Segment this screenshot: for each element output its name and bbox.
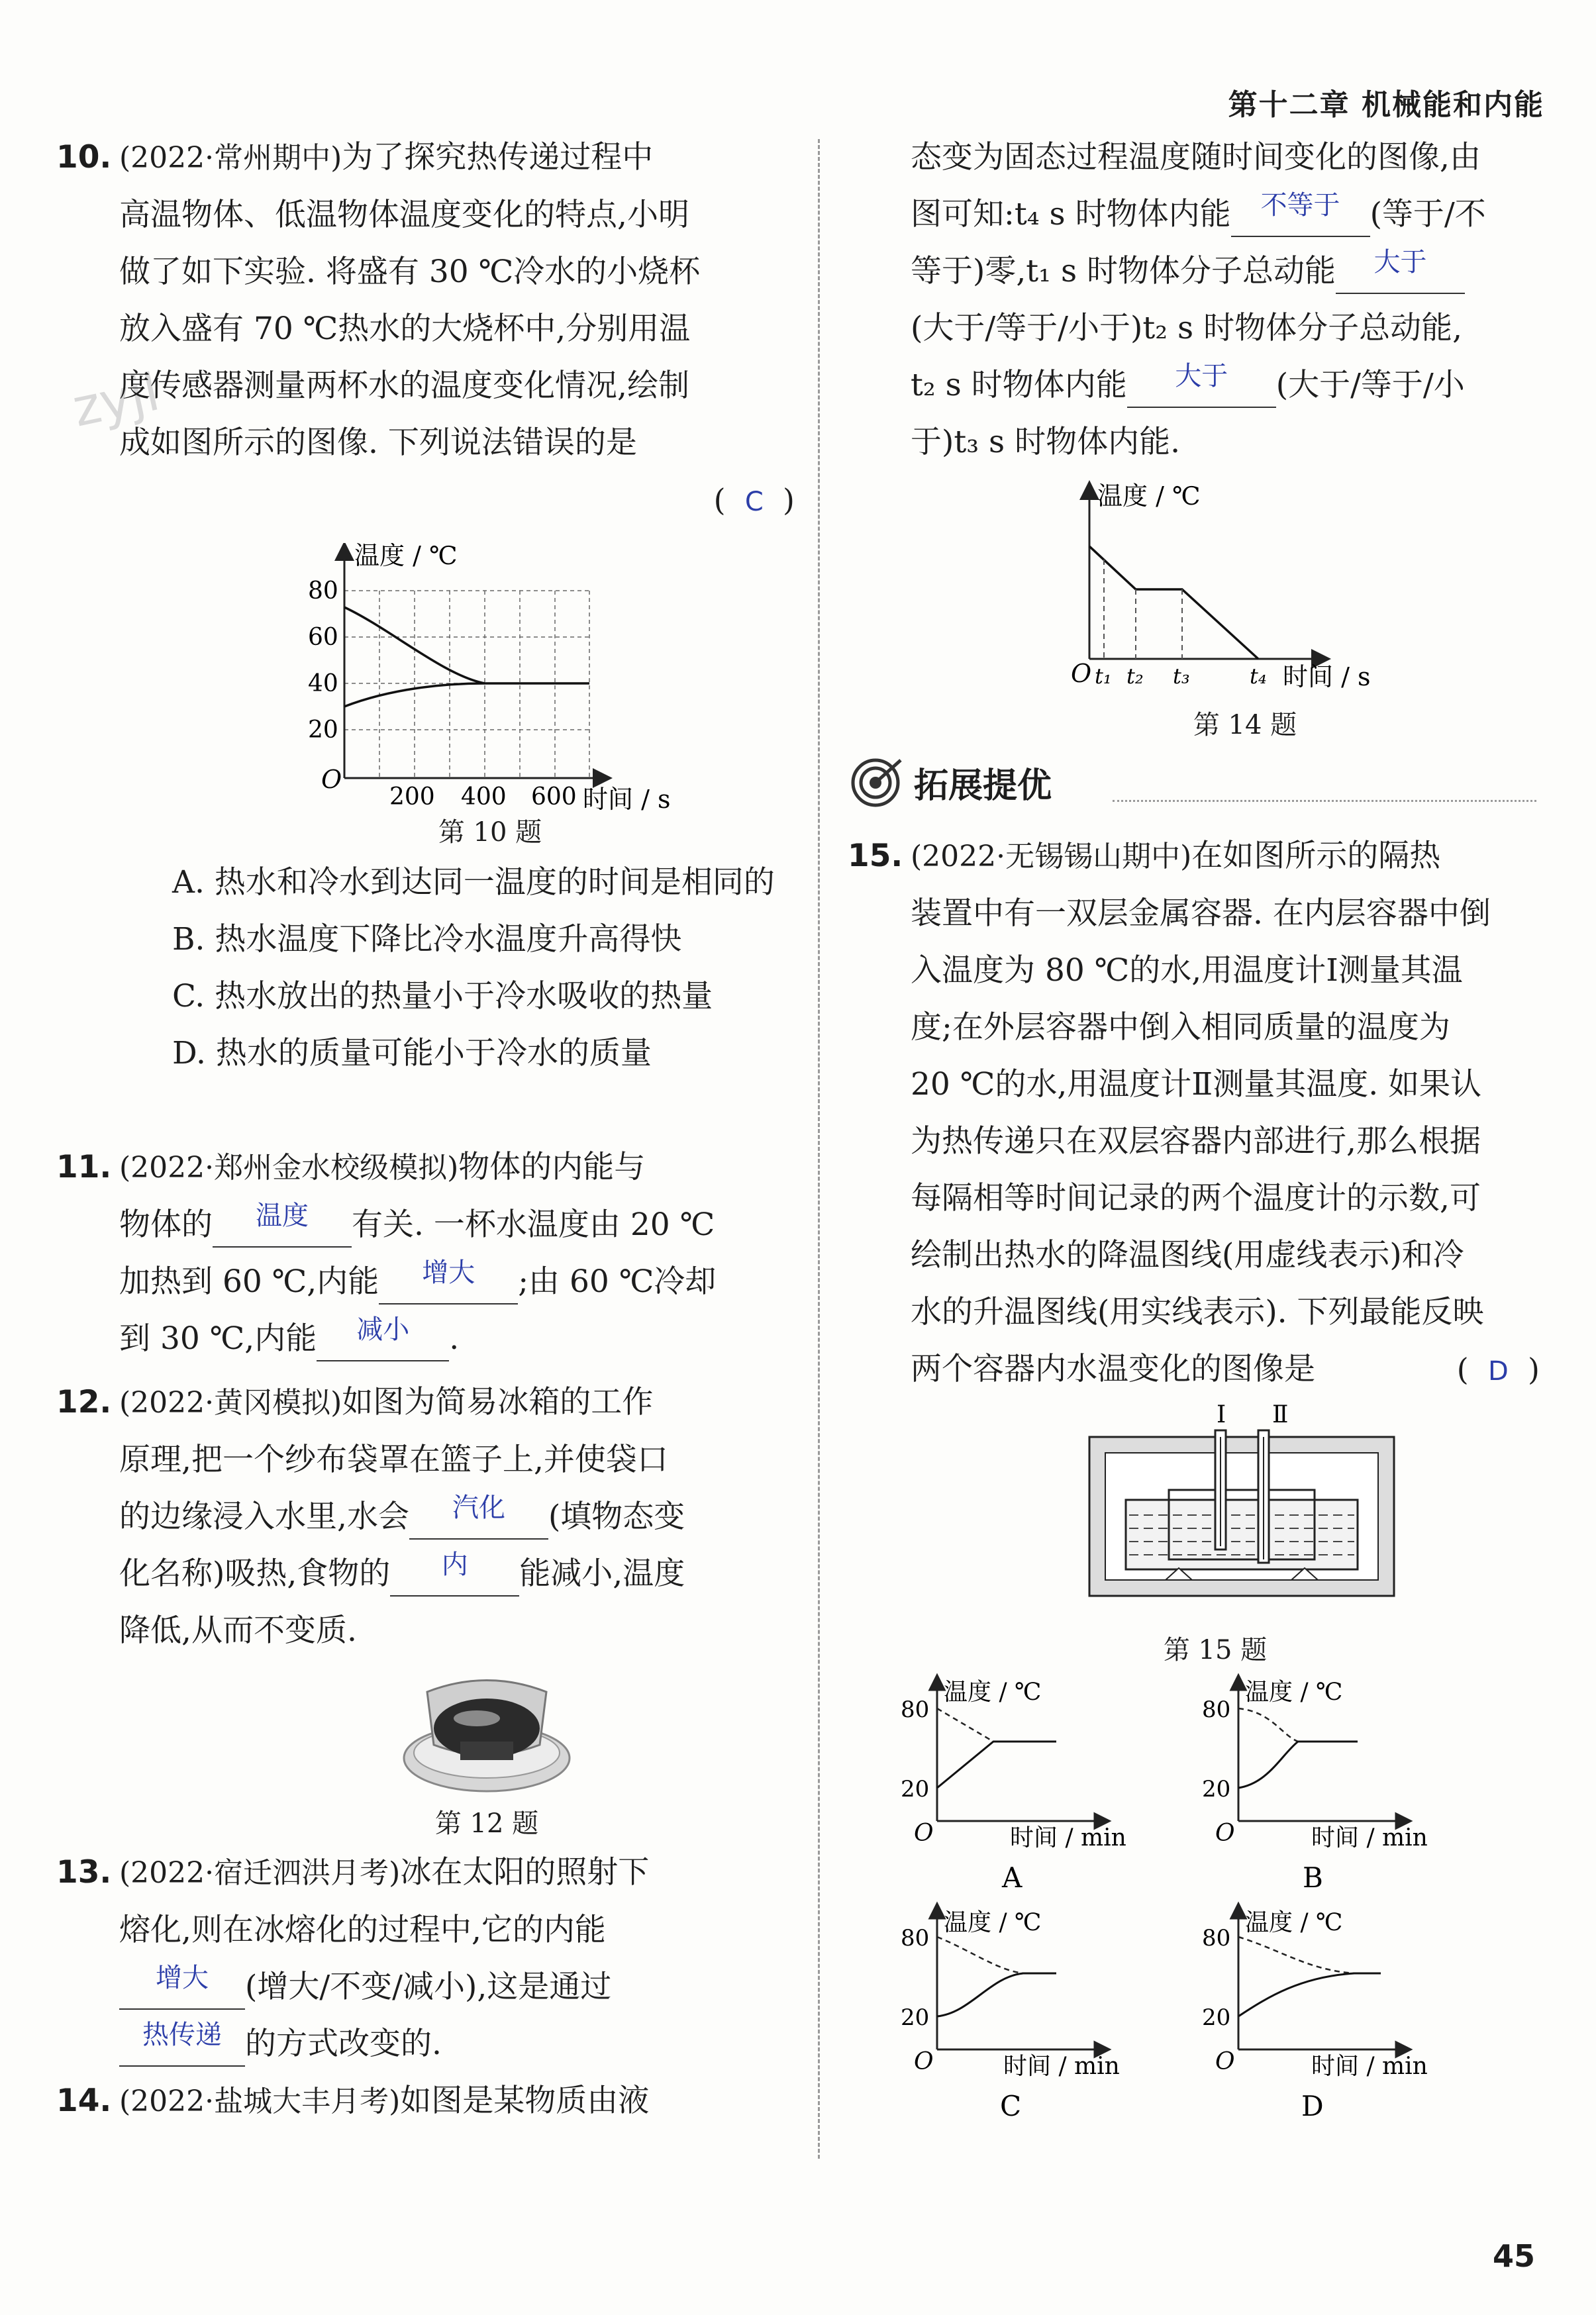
question-11 [56,1139,795,1367]
q10-y-tick: 20 [308,716,338,744]
q10-line: 放入盛有 70 ℃热水的大烧杯中,分别用温 [119,311,691,347]
q12-text: 的边缘浸入水里,水会 [119,1499,409,1535]
q11-answer-3: 减小 [356,1314,410,1345]
q13-blank-1[interactable] [119,1963,245,2010]
q10-y-tick: 80 [308,577,338,605]
q11-blank-3[interactable] [317,1314,449,1361]
graph-a-tick: 20 [901,1776,930,1802]
q13-text: 冰在太阳的照射下 [400,1854,650,1891]
graph-c-label: C [1000,2090,1022,2122]
q10-line: 高温物体、低温物体温度变化的特点,小明 [119,197,689,233]
q10-answer[interactable]: C [744,487,764,517]
q10-fig-caption: 第 10 题 [438,817,542,848]
q12-text: (填物态变 [548,1499,685,1535]
q14-text: 图可知:t₄ s 时物体内能 [911,196,1231,232]
graph-b-y-label: 温度 / ℃ [1245,1679,1343,1706]
q11-text: 物体的 [119,1207,213,1243]
q12-text: 原理,把一个纱布袋罩在篮子上,并使袋口 [119,1442,668,1478]
q12-source: (2022·黄冈模拟) [119,1386,342,1420]
graph-a-origin: O [914,1820,934,1847]
graph-d-origin: O [1215,2048,1235,2075]
watermark: zyjl [68,362,165,439]
therm-label-2: Ⅱ [1272,1401,1289,1428]
therm-label-1: Ⅰ [1217,1401,1226,1428]
q11-text: ;由 60 ℃冷却 [518,1263,717,1300]
q10-hot-curve [344,607,589,683]
q12-blank-1[interactable] [409,1493,548,1540]
graph-c-y-label: 温度 / ℃ [944,1909,1042,1936]
q15-fig-caption: 第 15 题 [1163,1635,1268,1665]
q10-graph [291,543,715,821]
q14-origin: O [1071,659,1092,688]
q10-x-tick: 200 [389,783,435,811]
q15-line: 每隔相等时间记录的两个温度计的示数,可 [911,1180,1481,1216]
q10-y-label: 温度 / ℃ [354,543,458,570]
q11-source: (2022·郑州金水校级模拟) [119,1151,459,1185]
q13-text: (增大/不变/减小),这是通过 [245,1969,612,2005]
q12-text: 如图为简易冰箱的工作 [342,1384,654,1420]
graph-d-tick: 80 [1202,1925,1231,1951]
q14-blank-1[interactable] [1231,190,1370,237]
q11-text: 加热到 60 ℃,内能 [119,1263,379,1300]
graph-c-tick: 20 [901,2004,930,2031]
q10-options [119,854,795,1082]
q11-blank-2[interactable] [379,1257,518,1305]
q12-blank-2[interactable] [390,1550,519,1597]
q14-x-tick: t₂ [1126,664,1144,689]
graph-d-label: D [1301,2090,1324,2122]
q15-source: (2022·无锡锡山期中) [911,840,1192,873]
q14-fig-caption: 第 14 题 [1193,710,1297,740]
q14-text: t₂ s 时物体内能 [911,367,1127,403]
q15-graph-a[interactable] [901,1679,1126,1894]
q15-graph-c[interactable] [901,1909,1120,2122]
q15-option-graphs [891,1672,1553,2136]
q12-text: 化名称)吸热,食物的 [119,1555,391,1592]
q14-x-tick: t₁ [1095,664,1112,689]
q14-text: 等于)零,t₁ s 时物体分子总动能 [911,253,1336,289]
graph-c-tick: 80 [901,1925,930,1951]
q15-apparatus [1076,1397,1407,1636]
q12-fig-caption: 第 12 题 [434,1808,539,1839]
q11-number: 11. [56,1149,112,1185]
q11-answer-2: 增大 [422,1257,475,1288]
section-title: 拓展提优 [914,766,1052,806]
graph-a-y-label: 温度 / ℃ [944,1679,1042,1706]
q15-graph-d[interactable] [1202,1909,1428,2122]
q12-answer-1: 汽化 [452,1493,505,1523]
q10-y-tick: 60 [308,624,338,651]
section-heading [848,755,1540,808]
q11-text: 到 30 ℃,内能 [119,1320,317,1357]
q12-number: 12. [56,1384,112,1420]
q14-source: (2022·盐城大丰月考) [119,2085,401,2118]
q11-text: 物体的内能与 [458,1149,646,1185]
q10-line: 成如图所示的图像. 下列说法错误的是 [119,424,637,461]
q13-text: 熔化,则在冰熔化的过程中,它的内能 [119,1912,606,1948]
graph-b-tick: 20 [1202,1776,1231,1802]
q11-text: . [449,1320,460,1357]
q14-text: (大于/等于/小于)t₂ s 时物体分子总动能, [911,310,1463,346]
question-13 [56,1844,795,2073]
q14-text: 于)t₃ s 时物体内能. [911,424,1181,460]
graph-d-x-label: 时间 / min [1311,2053,1428,2080]
q14-blank-2[interactable] [1336,247,1465,294]
graph-c-x-label: 时间 / min [1003,2053,1120,2080]
q14-cooling-curve [1089,546,1258,659]
q14-answer-2: 大于 [1373,247,1427,277]
q13-text: 的方式改变的. [245,2026,442,2062]
q10-source: (2022·常州期中) [119,141,342,175]
q10-x-tick: 600 [531,783,577,811]
graph-d-tick: 20 [1202,2004,1231,2031]
graph-b-origin: O [1215,1820,1235,1847]
q15-line: 度;在外层容器中倒入相同质量的温度为 [911,1009,1450,1046]
question-15 [848,828,1540,1400]
question-14-start [56,2073,795,2130]
q15-line: 装置中有一双层金属容器. 在内层容器中倒 [911,895,1491,932]
q15-line: 在如图所示的隔热 [1191,838,1441,874]
q10-x-label: 时间 / s [583,785,671,814]
question-14-cont [911,129,1540,471]
graph-b-tick: 80 [1202,1697,1231,1723]
q10-y-tick: 40 [308,670,338,697]
q14-x-label: 时间 / s [1283,662,1371,691]
q10-origin: O [321,765,342,794]
q15-line: 水的升温图线(用实线表示). 下列最能反映 [911,1294,1484,1330]
page-number: 45 [1492,2238,1535,2274]
graph-c-origin: O [914,2048,934,2075]
q10-line: 度传感器测量两杯水的温度变化情况,绘制 [119,368,689,404]
q10-line: 为了探究热传递过程中 [342,139,654,175]
q11-text: 有关. 一杯水温度由 20 ℃ [352,1207,715,1243]
q15-answer-bracket: ( D ) [1456,1352,1540,1387]
q12-answer-2: 内 [441,1550,468,1580]
q15-line: 20 ℃的水,用温度计Ⅱ测量其温度. 如果认 [911,1066,1482,1103]
q13-answer-1: 增大 [156,1963,209,1993]
q15-line: 两个容器内水温变化的图像是 [911,1351,1315,1387]
q14-guides [1104,560,1182,659]
question-12 [56,1374,795,1659]
q14-answer-1: 不等于 [1260,190,1340,221]
q14-graph [1063,477,1407,715]
q15-number: 15. [848,838,903,874]
q10-number: 10. [56,139,112,175]
column-divider [818,139,820,2159]
q15-line: 为热传递只在双层容器内部进行,那么根据 [911,1123,1481,1159]
q14-text: (等于/不 [1370,196,1486,232]
q11-answer-1: 温度 [256,1201,309,1231]
q10-option-a[interactable]: A. 热水和冷水到达同一温度的时间是相同的 [172,864,775,901]
q14-number: 14. [56,2083,112,2119]
q13-source: (2022·宿迁泗洪月考) [119,1856,401,1890]
q13-number: 13. [56,1854,112,1891]
q14-y-label: 温度 / ℃ [1097,481,1201,511]
q10-option-d[interactable]: D. 热水的质量可能小于冷水的质量 [172,1035,652,1071]
graph-b-label: B [1303,1861,1323,1894]
graph-b-x-label: 时间 / min [1311,1824,1428,1851]
graph-a-label: A [1002,1861,1022,1894]
q10-option-c[interactable]: C. 热水放出的热量小于冷水吸收的热量 [172,978,713,1014]
q12-text: 能减小,温度 [519,1555,685,1592]
q10-answer-bracket: ( C ) [713,482,795,518]
q14-blank-3[interactable] [1127,361,1276,408]
q12-text: 降低,从而不变质. [119,1612,357,1649]
q15-graph-b[interactable] [1202,1679,1428,1894]
q10-line: 做了如下实验. 将盛有 30 ℃冷水的小烧杯 [119,254,701,290]
q10-option-b[interactable]: B. 热水温度下降比冷水温度升高得快 [172,921,682,958]
q15-answer[interactable]: D [1487,1356,1509,1387]
q14-x-tick: t₃ [1173,664,1190,689]
q14-text: (大于/等于/小 [1275,367,1465,403]
q13-blank-2[interactable] [119,2020,245,2067]
graph-a-x-label: 时间 / min [1010,1824,1126,1851]
target-icon [848,755,907,808]
q14-text: 态变为固态过程温度随时间变化的图像,由 [911,139,1481,175]
q15-line: 绘制出热水的降温图线(用虚线表示)和冷 [911,1237,1464,1273]
section-rule [1113,800,1536,802]
q15-line: 入温度为 80 ℃的水,用温度计Ⅰ测量其温 [911,952,1463,989]
q13-answer-2: 热传递 [142,2020,222,2050]
q14-x-tick: t₄ [1250,664,1267,689]
graph-d-y-label: 温度 / ℃ [1245,1909,1343,1936]
q14-answer-3: 大于 [1175,361,1228,391]
q12-basket-picture [397,1665,576,1798]
q10-x-tick: 400 [461,783,507,811]
q14-text: 如图是某物质由液 [400,2083,650,2119]
q11-blank-1[interactable] [213,1201,352,1248]
chapter-header: 第十二章 机械能和内能 [1228,88,1544,122]
graph-a-tick: 80 [901,1697,930,1723]
